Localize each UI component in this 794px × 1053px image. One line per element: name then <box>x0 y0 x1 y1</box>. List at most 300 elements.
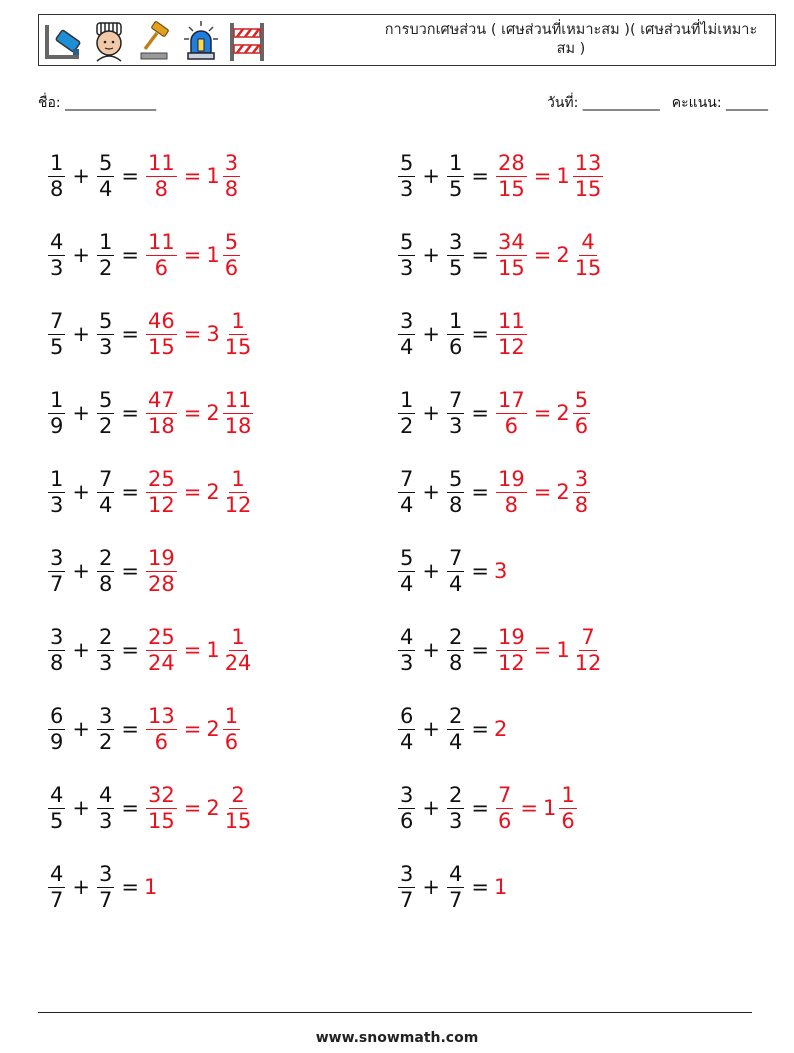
denominator: 5 <box>50 808 64 833</box>
numerator: 5 <box>98 150 113 175</box>
equals-sign: = <box>183 243 202 267</box>
worksheet-header <box>38 14 776 66</box>
addend-fraction <box>97 151 114 202</box>
denominator: 7 <box>448 887 463 912</box>
problem-row <box>46 299 255 369</box>
denominator: 12 <box>147 492 175 517</box>
numerator: 5 <box>448 466 463 491</box>
problem-row <box>396 852 507 922</box>
addend-fraction <box>48 151 65 202</box>
equals-sign: = <box>533 164 552 188</box>
numerator: 13 <box>574 150 602 175</box>
numerator: 4 <box>448 861 463 886</box>
mixed-whole: 2 <box>206 796 220 820</box>
numerator: 1 <box>50 387 64 412</box>
numerator: 4 <box>50 782 64 807</box>
denominator: 3 <box>50 492 64 517</box>
equals-sign: = <box>533 480 552 504</box>
mixed-fraction <box>223 388 254 439</box>
problem-row <box>396 615 605 685</box>
addend-fraction <box>48 625 65 676</box>
denominator: 4 <box>448 571 463 596</box>
denominator: 8 <box>224 176 239 201</box>
denominator: 9 <box>50 729 64 754</box>
equals-sign: = <box>121 322 139 346</box>
denominator: 3 <box>400 650 414 675</box>
addend-fraction <box>398 546 415 597</box>
mixed-whole: 2 <box>206 401 220 425</box>
problem-row <box>46 773 255 843</box>
addend-fraction <box>48 862 65 913</box>
problem-row <box>396 378 592 448</box>
addend-fraction <box>447 783 464 834</box>
addend-fraction <box>48 467 65 518</box>
addend-fraction <box>97 230 114 281</box>
problem-row <box>46 457 255 527</box>
denominator: 15 <box>147 808 175 833</box>
problem-row <box>46 536 179 606</box>
numerator: 3 <box>98 703 113 728</box>
answer-fraction <box>146 704 177 755</box>
numerator: 5 <box>400 229 414 254</box>
plus-sign: + <box>422 480 440 504</box>
equals-sign: = <box>533 401 552 425</box>
numerator: 28 <box>497 150 525 175</box>
numerator: 32 <box>147 782 175 807</box>
addend-fraction <box>398 230 415 281</box>
mixed-whole: 1 <box>206 164 220 188</box>
denominator: 7 <box>50 571 64 596</box>
numerator: 1 <box>231 308 245 333</box>
mixed-whole: 3 <box>206 322 220 346</box>
addend-fraction <box>48 546 65 597</box>
denominator: 4 <box>400 571 414 596</box>
equals-sign: = <box>121 638 139 662</box>
denominator: 2 <box>400 413 414 438</box>
numerator: 1 <box>561 782 575 807</box>
answer-whole: 1 <box>493 875 508 899</box>
gavel-icon <box>135 19 175 63</box>
answer <box>494 783 579 834</box>
addend-fraction <box>48 309 65 360</box>
answer-fraction <box>496 388 527 439</box>
numerator: 1 <box>50 466 64 491</box>
numerator: 13 <box>147 703 175 728</box>
denominator: 6 <box>561 808 575 833</box>
denominator: 6 <box>154 255 169 280</box>
denominator: 3 <box>98 334 113 359</box>
footer-website: www.snowmath.com <box>315 1030 479 1046</box>
equals-sign: = <box>121 243 139 267</box>
denominator: 15 <box>224 334 252 359</box>
answer <box>144 546 179 597</box>
plus-sign: + <box>422 638 440 662</box>
mixed-fraction <box>573 151 604 202</box>
plus-sign: + <box>72 796 90 820</box>
answer-fraction <box>496 625 527 676</box>
addend-fraction <box>97 467 114 518</box>
equals-sign: = <box>471 164 489 188</box>
mixed-whole: 1 <box>206 638 220 662</box>
numerator: 11 <box>147 229 175 254</box>
equals-sign: = <box>471 322 489 346</box>
plus-sign: + <box>422 717 440 741</box>
numerator: 17 <box>497 387 525 412</box>
numerator: 1 <box>98 229 113 254</box>
equals-sign: = <box>471 796 489 820</box>
answer <box>494 559 507 583</box>
answer <box>144 875 157 899</box>
denominator: 7 <box>400 887 414 912</box>
answer-whole: 2 <box>493 717 508 741</box>
mixed-whole: 2 <box>556 243 570 267</box>
problem-row <box>396 141 605 211</box>
mixed-fraction <box>223 230 240 281</box>
problem-row <box>396 299 529 369</box>
denominator: 4 <box>448 729 463 754</box>
numerator: 4 <box>400 624 414 649</box>
answer-whole: 1 <box>143 875 158 899</box>
addend-fraction <box>447 309 464 360</box>
numerator: 7 <box>50 308 64 333</box>
addend-fraction <box>398 862 415 913</box>
numerator: 46 <box>147 308 175 333</box>
denominator: 15 <box>574 176 602 201</box>
numerator: 5 <box>98 387 113 412</box>
denominator: 12 <box>224 492 252 517</box>
problem-row <box>46 220 242 290</box>
denominator: 6 <box>504 413 519 438</box>
equals-sign: = <box>471 401 489 425</box>
numerator: 3 <box>98 861 113 886</box>
plus-sign: + <box>422 796 440 820</box>
denominator: 8 <box>448 650 463 675</box>
equals-sign: = <box>183 401 202 425</box>
worksheet-title: การบวกเศษส่วน ( เศษส่วนที่เหมาะสม )( เศษส่วนที่ไม่เหมาะสม ) <box>384 22 758 57</box>
addend-fraction <box>398 783 415 834</box>
plus-sign: + <box>72 164 90 188</box>
answer-fraction <box>146 467 177 518</box>
numerator: 1 <box>448 150 463 175</box>
denominator: 4 <box>400 334 414 359</box>
numerator: 7 <box>98 466 113 491</box>
addend-fraction <box>398 151 415 202</box>
date-field: วันที่: ___________ <box>546 95 660 111</box>
mixed-fraction <box>573 467 590 518</box>
problem-row <box>46 378 255 448</box>
mixed-fraction <box>223 151 240 202</box>
mixed-fraction <box>559 783 576 834</box>
denominator: 12 <box>574 650 602 675</box>
numerator: 7 <box>448 545 463 570</box>
plus-sign: + <box>422 164 440 188</box>
numerator: 2 <box>98 545 113 570</box>
answer-whole: 3 <box>493 559 508 583</box>
numerator: 7 <box>497 782 512 807</box>
answer <box>494 388 592 439</box>
denominator: 8 <box>154 176 169 201</box>
answer <box>144 388 255 439</box>
addend-fraction <box>398 467 415 518</box>
addend-fraction <box>447 151 464 202</box>
denominator: 7 <box>50 887 64 912</box>
answer <box>494 151 605 202</box>
answer <box>144 230 242 281</box>
mixed-whole: 1 <box>542 796 557 820</box>
equals-sign: = <box>471 638 489 662</box>
addend-fraction <box>398 704 415 755</box>
denominator: 6 <box>400 808 414 833</box>
equals-sign: = <box>183 638 202 662</box>
denominator: 15 <box>147 334 175 359</box>
denominator: 4 <box>98 176 113 201</box>
answer-fraction <box>496 467 527 518</box>
numerator: 2 <box>98 624 113 649</box>
date-score-fields <box>547 92 768 114</box>
mixed-fraction <box>573 230 604 281</box>
problem-row <box>396 536 507 606</box>
addend-fraction <box>447 467 464 518</box>
denominator: 3 <box>50 255 64 280</box>
numerator: 2 <box>231 782 245 807</box>
addend-fraction <box>97 546 114 597</box>
denominator: 3 <box>400 255 414 280</box>
mixed-whole: 2 <box>556 401 570 425</box>
equals-sign: = <box>471 243 489 267</box>
problem-row <box>46 852 157 922</box>
denominator: 2 <box>98 413 113 438</box>
answer-fraction <box>146 309 177 360</box>
answer <box>144 151 242 202</box>
answer-fraction <box>496 230 527 281</box>
equals-sign: = <box>520 796 538 820</box>
denominator: 3 <box>400 176 414 201</box>
numerator: 11 <box>147 150 175 175</box>
denominator: 9 <box>50 413 64 438</box>
denominator: 5 <box>50 334 64 359</box>
denominator: 28 <box>147 571 175 596</box>
denominator: 6 <box>224 255 239 280</box>
numerator: 1 <box>448 308 463 333</box>
equals-sign: = <box>471 717 489 741</box>
numerator: 5 <box>224 229 239 254</box>
answer <box>144 783 255 834</box>
equals-sign: = <box>533 638 552 662</box>
equals-sign: = <box>183 796 202 820</box>
addend-fraction <box>398 309 415 360</box>
addend-fraction <box>48 230 65 281</box>
answer-fraction <box>146 151 177 202</box>
score-field: คะแนน: ______ <box>671 95 768 111</box>
numerator: 3 <box>50 624 64 649</box>
prisoner-icon <box>89 19 129 63</box>
numerator: 4 <box>98 782 113 807</box>
denominator: 2 <box>98 255 113 280</box>
numerator: 1 <box>400 387 414 412</box>
mixed-whole: 1 <box>556 164 570 188</box>
plus-sign: + <box>422 322 440 346</box>
numerator: 2 <box>448 782 463 807</box>
denominator: 8 <box>50 650 64 675</box>
numerator: 3 <box>400 308 414 333</box>
addend-fraction <box>447 862 464 913</box>
denominator: 15 <box>497 176 525 201</box>
plus-sign: + <box>72 322 90 346</box>
numerator: 7 <box>400 466 414 491</box>
addend-fraction <box>447 625 464 676</box>
equals-sign: = <box>471 875 489 899</box>
numerator: 19 <box>147 545 175 570</box>
denominator: 8 <box>50 176 64 201</box>
equals-sign: = <box>183 164 202 188</box>
denominator: 24 <box>147 650 175 675</box>
plus-sign: + <box>422 875 440 899</box>
barrier-icon <box>227 19 267 63</box>
numerator: 2 <box>448 624 463 649</box>
denominator: 3 <box>448 808 463 833</box>
denominator: 3 <box>98 650 113 675</box>
denominator: 4 <box>400 492 414 517</box>
equals-sign: = <box>471 559 489 583</box>
numerator: 34 <box>497 229 525 254</box>
plus-sign: + <box>422 401 440 425</box>
numerator: 1 <box>224 703 239 728</box>
equals-sign: = <box>121 164 139 188</box>
name-field: ชื่อ: _____________ <box>38 95 157 111</box>
equals-sign: = <box>121 401 139 425</box>
plus-sign: + <box>422 559 440 583</box>
plus-sign: + <box>72 243 90 267</box>
addend-fraction <box>97 704 114 755</box>
denominator: 6 <box>574 413 589 438</box>
denominator: 15 <box>224 808 252 833</box>
denominator: 12 <box>497 334 525 359</box>
denominator: 5 <box>448 255 463 280</box>
answer <box>494 717 507 741</box>
equals-sign: = <box>121 480 139 504</box>
equals-sign: = <box>183 322 202 346</box>
mixed-fraction <box>223 625 254 676</box>
plus-sign: + <box>72 638 90 662</box>
numerator: 11 <box>497 308 525 333</box>
problem-row <box>396 220 605 290</box>
answer-fraction <box>146 783 177 834</box>
mixed-whole: 2 <box>556 480 570 504</box>
addend-fraction <box>97 309 114 360</box>
numerator: 3 <box>224 150 239 175</box>
denominator: 18 <box>224 413 252 438</box>
mixed-fraction <box>223 309 254 360</box>
addend-fraction <box>447 704 464 755</box>
numerator: 4 <box>50 861 64 886</box>
addend-fraction <box>48 783 65 834</box>
problem-row <box>46 615 255 685</box>
denominator: 18 <box>147 413 175 438</box>
mixed-fraction <box>573 625 604 676</box>
denominator: 8 <box>448 492 463 517</box>
numerator: 6 <box>400 703 414 728</box>
plus-sign: + <box>72 717 90 741</box>
denominator: 7 <box>98 887 113 912</box>
plus-sign: + <box>422 243 440 267</box>
numerator: 5 <box>400 150 414 175</box>
answer <box>494 309 529 360</box>
equals-sign: = <box>533 243 552 267</box>
plus-sign: + <box>72 480 90 504</box>
numerator: 1 <box>231 624 245 649</box>
mixed-whole: 1 <box>206 243 220 267</box>
answer-fraction <box>146 388 177 439</box>
addend-fraction <box>398 388 415 439</box>
denominator: 12 <box>497 650 525 675</box>
mixed-whole: 2 <box>206 480 220 504</box>
equals-sign: = <box>121 796 139 820</box>
numerator: 25 <box>147 624 175 649</box>
numerator: 25 <box>147 466 175 491</box>
denominator: 6 <box>497 808 512 833</box>
denominator: 15 <box>574 255 602 280</box>
mixed-whole: 1 <box>556 638 570 662</box>
equals-sign: = <box>183 717 202 741</box>
answer-fraction <box>496 151 527 202</box>
numerator: 5 <box>98 308 113 333</box>
mixed-fraction <box>223 467 254 518</box>
numerator: 47 <box>147 387 175 412</box>
denominator: 2 <box>98 729 113 754</box>
numerator: 11 <box>224 387 252 412</box>
header-icons <box>43 19 267 63</box>
mixed-fraction <box>223 704 240 755</box>
equals-sign: = <box>121 559 139 583</box>
problem-row <box>396 457 592 527</box>
answer <box>494 875 507 899</box>
denominator: 5 <box>448 176 463 201</box>
numerator: 4 <box>581 229 595 254</box>
addend-fraction <box>447 388 464 439</box>
equals-sign: = <box>471 480 489 504</box>
addend-fraction <box>48 704 65 755</box>
answer-fraction <box>146 546 177 597</box>
answer-fraction <box>496 309 527 360</box>
denominator: 6 <box>154 729 169 754</box>
numerator: 19 <box>497 624 525 649</box>
answer <box>144 625 255 676</box>
plus-sign: + <box>72 401 90 425</box>
denominator: 8 <box>504 492 519 517</box>
numerator: 3 <box>400 782 414 807</box>
numerator: 3 <box>400 861 414 886</box>
numerator: 19 <box>497 466 525 491</box>
answer-fraction <box>146 625 177 676</box>
footer-divider <box>38 1012 752 1013</box>
answer <box>144 467 255 518</box>
numerator: 3 <box>574 466 589 491</box>
set-square-icon <box>43 19 83 63</box>
equals-sign: = <box>121 875 139 899</box>
denominator: 6 <box>448 334 463 359</box>
numerator: 1 <box>50 150 64 175</box>
denominator: 4 <box>98 492 113 517</box>
addend-fraction <box>97 783 114 834</box>
siren-icon <box>181 19 221 63</box>
denominator: 8 <box>98 571 113 596</box>
problem-row <box>396 694 507 764</box>
answer <box>144 704 242 755</box>
answer-fraction <box>496 783 513 834</box>
addend-fraction <box>398 625 415 676</box>
addend-fraction <box>97 625 114 676</box>
addend-fraction <box>447 546 464 597</box>
